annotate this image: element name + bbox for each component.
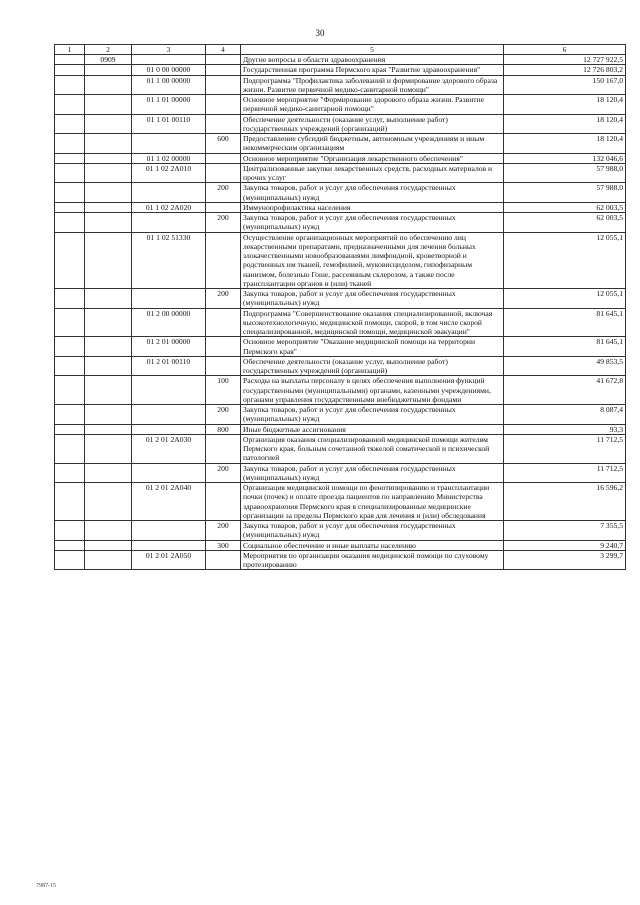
item-description: Обеспечение деятельности (оказание услуг, выполнение работ) государственных учреждений (организаций) (241, 356, 504, 376)
row-col1-cell (55, 55, 85, 65)
row-col1-cell (55, 337, 85, 357)
row-col1-cell (55, 424, 85, 434)
expense-type (206, 483, 241, 521)
target-code (132, 55, 206, 65)
target-code (132, 289, 206, 309)
target-code: 01 1 01 00110 (132, 114, 206, 134)
expense-type: 300 (206, 540, 241, 550)
table-row (55, 202, 626, 212)
table-row (55, 521, 626, 541)
item-description: Основное мероприятие "Оказание медицинской помощи на территории Пермского края" (241, 337, 504, 357)
expense-type (206, 114, 241, 134)
target-code (132, 183, 206, 203)
target-code: 01 2 01 2А050 (132, 550, 206, 570)
column-header-1: 1 (55, 45, 85, 55)
target-code: 01 2 01 2А040 (132, 483, 206, 521)
amount-value: 18 120,4 (504, 114, 626, 134)
amount-value: 16 596,2 (504, 483, 626, 521)
row-col1-cell (55, 65, 85, 75)
target-code (132, 213, 206, 233)
section-code (85, 202, 132, 212)
row-col1-cell (55, 308, 85, 337)
amount-value: 150 167,0 (504, 75, 626, 95)
item-description: Закупка товаров, работ и услуг для обеспечения государственных (муниципальных) нужд (241, 463, 504, 483)
row-col1-cell (55, 521, 85, 541)
expense-type: 600 (206, 134, 241, 154)
row-col1-cell (55, 114, 85, 134)
column-header-3: 3 (132, 45, 206, 55)
section-code (85, 434, 132, 463)
amount-value: 132 046,6 (504, 153, 626, 163)
item-description: Подпрограмма "Совершенствование оказания специализированной, включая высокотехнологичную, медицинской помощи, скорой, в том числе скорой специализированной, медицинской помощи, медицинской эвакуации" (241, 308, 504, 337)
section-code (85, 232, 132, 289)
expense-type (206, 202, 241, 212)
section-code (85, 95, 132, 115)
item-description: Осуществление организационных мероприятий по обеспечению лиц лекарственными препаратами, предназначенными для лечения больных злокачественными новообразованиями лимфоидной, кроветворной и родственных им тканей, гемофилией, муковисцидозом, гипофизарным нанизмом, болезнью Гоше, рассеянным склерозом, а также после трансплантации органов и (или) тканей (241, 232, 504, 289)
target-code (132, 540, 206, 550)
amount-value: 9 240,7 (504, 540, 626, 550)
amount-value: 62 003,5 (504, 202, 626, 212)
section-code (85, 356, 132, 376)
item-description: Другие вопросы в области здравоохранения (241, 55, 504, 65)
section-code (85, 75, 132, 95)
section-code (85, 424, 132, 434)
amount-value: 18 120,4 (504, 134, 626, 154)
item-description: Обеспечение деятельности (оказание услуг, выполнение работ) государственных учреждений (организаций) (241, 114, 504, 134)
item-description: Иные бюджетные ассигнования (241, 424, 504, 434)
amount-value: 81 645,1 (504, 337, 626, 357)
item-description: Государственная программа Пермского края "Развитие здравоохранения" (241, 65, 504, 75)
section-code: 0909 (85, 55, 132, 65)
table-row (55, 463, 626, 483)
amount-value: 11 712,5 (504, 434, 626, 463)
row-col1-cell (55, 95, 85, 115)
row-col1-cell (55, 289, 85, 309)
expense-type: 200 (206, 213, 241, 233)
target-code: 01 1 02 51330 (132, 232, 206, 289)
section-code (85, 153, 132, 163)
target-code: 01 1 01 00000 (132, 95, 206, 115)
footer-code: 7987-15 (36, 883, 56, 889)
row-col1-cell (55, 434, 85, 463)
expense-type: 200 (206, 463, 241, 483)
amount-value: 12 726 803,2 (504, 65, 626, 75)
table-row (55, 55, 626, 65)
item-description: Социальное обеспечение и иные выплаты населению (241, 540, 504, 550)
amount-value: 11 712,5 (504, 463, 626, 483)
section-code (85, 213, 132, 233)
section-code (85, 337, 132, 357)
target-code: 01 2 00 00000 (132, 308, 206, 337)
expense-type (206, 232, 241, 289)
amount-value: 49 853,5 (504, 356, 626, 376)
item-description: Закупка товаров, работ и услуг для обеспечения государственных (муниципальных) нужд (241, 289, 504, 309)
target-code (132, 463, 206, 483)
column-header-5: 5 (241, 45, 504, 55)
amount-value: 8 087,4 (504, 405, 626, 425)
section-code (85, 483, 132, 521)
table-row (55, 540, 626, 550)
target-code (132, 376, 206, 405)
section-code (85, 134, 132, 154)
amount-value: 3 299,7 (504, 550, 626, 570)
section-code (85, 65, 132, 75)
amount-value: 93,3 (504, 424, 626, 434)
column-header-4: 4 (206, 45, 241, 55)
section-code (85, 163, 132, 183)
table-row (55, 65, 626, 75)
expense-type: 200 (206, 521, 241, 541)
table-row (55, 356, 626, 376)
expense-type (206, 65, 241, 75)
target-code (132, 134, 206, 154)
expense-type (206, 434, 241, 463)
table-row (55, 550, 626, 570)
target-code: 01 2 01 00110 (132, 356, 206, 376)
item-description: Основное мероприятие "Формирование здорового образа жизни. Развитие первичной медико-санитарной помощи" (241, 95, 504, 115)
row-col1-cell (55, 202, 85, 212)
expense-type (206, 55, 241, 65)
expense-type: 100 (206, 376, 241, 405)
amount-value: 7 355,5 (504, 521, 626, 541)
section-code (85, 540, 132, 550)
row-col1-cell (55, 163, 85, 183)
item-description: Предоставление субсидий бюджетным, автономным учреждениям и иным некоммерческим организациям (241, 134, 504, 154)
expense-type: 200 (206, 289, 241, 309)
row-col1-cell (55, 550, 85, 570)
target-code (132, 521, 206, 541)
expense-type: 200 (206, 183, 241, 203)
section-code (85, 183, 132, 203)
amount-value: 12 055,1 (504, 289, 626, 309)
item-description: Организация оказания специализированной медицинской помощи жителям Пермского края, больным сочетанной тяжелой соматической и психической патологией (241, 434, 504, 463)
table-row (55, 95, 626, 115)
item-description: Закупка товаров, работ и услуг для обеспечения государственных (муниципальных) нужд (241, 405, 504, 425)
target-code: 01 2 01 2А030 (132, 434, 206, 463)
item-description: Организация медицинской помощи по фенотипированию и трансплантации почки (почек) и оплате проезда пациентов по направлению Министерства здравоохранения Пермского края в специализированные медицинские организации за пределы Пермского края для лечения и (или) обследования (241, 483, 504, 521)
row-col1-cell (55, 463, 85, 483)
column-header-2: 2 (85, 45, 132, 55)
expense-type (206, 308, 241, 337)
expense-type (206, 550, 241, 570)
item-description: Централизованные закупки лекарственных средств, расходных материалов и прочих услуг (241, 163, 504, 183)
section-code (85, 550, 132, 570)
target-code: 01 2 01 00000 (132, 337, 206, 357)
amount-value: 41 672,8 (504, 376, 626, 405)
table-row (55, 134, 626, 154)
table-row (55, 483, 626, 521)
expense-type: 800 (206, 424, 241, 434)
item-description: Закупка товаров, работ и услуг для обеспечения государственных (муниципальных) нужд (241, 521, 504, 541)
target-code: 01 0 00 00000 (132, 65, 206, 75)
expense-type (206, 153, 241, 163)
amount-value: 62 003,5 (504, 213, 626, 233)
section-code (85, 308, 132, 337)
row-col1-cell (55, 213, 85, 233)
row-col1-cell (55, 232, 85, 289)
section-code (85, 521, 132, 541)
table-row (55, 75, 626, 95)
item-description: Закупка товаров, работ и услуг для обеспечения государственных (муниципальных) нужд (241, 213, 504, 233)
table-row (55, 114, 626, 134)
row-col1-cell (55, 356, 85, 376)
table-row (55, 405, 626, 425)
section-code (85, 405, 132, 425)
page-number: 30 (315, 28, 325, 38)
row-col1-cell (55, 483, 85, 521)
table-row (55, 337, 626, 357)
row-col1-cell (55, 540, 85, 550)
table-header-row (55, 45, 626, 55)
expense-type (206, 95, 241, 115)
amount-value: 12 727 922,5 (504, 55, 626, 65)
amount-value: 12 055,1 (504, 232, 626, 289)
expense-type (206, 75, 241, 95)
target-code: 01 1 02 2А020 (132, 202, 206, 212)
table-row (55, 289, 626, 309)
row-col1-cell (55, 405, 85, 425)
target-code: 01 1 02 2А010 (132, 163, 206, 183)
section-code (85, 376, 132, 405)
amount-value: 57 988,0 (504, 183, 626, 203)
row-col1-cell (55, 75, 85, 95)
table-row (55, 183, 626, 203)
row-col1-cell (55, 376, 85, 405)
row-col1-cell (55, 183, 85, 203)
table-body (55, 55, 626, 570)
table-row (55, 434, 626, 463)
target-code (132, 405, 206, 425)
section-code (85, 289, 132, 309)
column-header-6: 6 (504, 45, 626, 55)
table-row (55, 232, 626, 289)
item-description: Иммунопрофилактика населения (241, 202, 504, 212)
item-description: Подпрограмма "Профилактика заболеваний и формирование здорового образа жизни. Развитие первичной медико-санитарной помощи" (241, 75, 504, 95)
expense-type (206, 163, 241, 183)
item-description: Закупка товаров, работ и услуг для обеспечения государственных (муниципальных) нужд (241, 183, 504, 203)
row-col1-cell (55, 153, 85, 163)
item-description: Расходы на выплаты персоналу в целях обеспечения выполнения функций государственными (муниципальными) органами, казенными учреждениями, органами управления государственными внебюджетными фондами (241, 376, 504, 405)
target-code: 01 1 02 00000 (132, 153, 206, 163)
amount-value: 81 645,1 (504, 308, 626, 337)
amount-value: 57 988,0 (504, 163, 626, 183)
row-col1-cell (55, 134, 85, 154)
table-row (55, 424, 626, 434)
item-description: Мероприятия по организации оказания медицинской помощи по слуховому протезированию (241, 550, 504, 570)
target-code (132, 424, 206, 434)
expense-type (206, 337, 241, 357)
table-row (55, 308, 626, 337)
budget-table (54, 44, 626, 570)
target-code: 01 1 00 00000 (132, 75, 206, 95)
section-code (85, 463, 132, 483)
expense-type: 200 (206, 405, 241, 425)
table-row (55, 213, 626, 233)
section-code (85, 114, 132, 134)
table-row (55, 153, 626, 163)
expense-type (206, 356, 241, 376)
table-row (55, 376, 626, 405)
item-description: Основное мероприятие "Организация лекарственного обеспечения" (241, 153, 504, 163)
amount-value: 18 120,4 (504, 95, 626, 115)
table-row (55, 163, 626, 183)
